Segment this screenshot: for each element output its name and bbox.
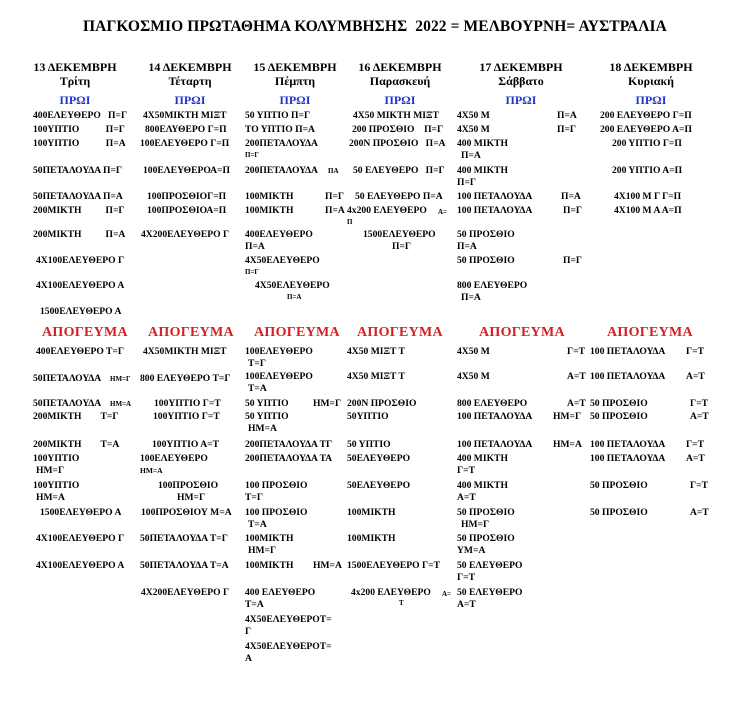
day-date: 18 ΔΕΚΕΜΒΡΗ: [609, 60, 693, 74]
morning-event: 800 ΕΛΕΥΘΕΡΟ: [457, 280, 528, 291]
afternoon-label: ΑΠΟΓΕΥΜΑ: [607, 325, 693, 340]
morning-label: ΠΡΩΙ: [384, 93, 416, 107]
afternoon-event: 50ΕΛΕΥΘΕΡΟ: [347, 453, 411, 464]
morning-event: Π=Γ: [457, 177, 477, 188]
morning-event: 200ΠΕΤΑΛΟΥΔΑ: [245, 138, 318, 149]
morning-event: 100ΜΙΚΤΗ: [245, 205, 294, 216]
afternoon-event: 1500ΕΛΕΥΘΕΡΟ Α: [40, 507, 122, 518]
morning-event: Π=Γ: [563, 255, 583, 266]
afternoon-event: 100ΕΛΕΥΘΕΡΟ: [245, 371, 313, 382]
morning-event: 1500ΕΛΕΥΘΕΡΟ Α: [40, 306, 122, 317]
afternoon-event: 50 ΥΠΤΙΟ: [245, 398, 289, 409]
morning-event: 4Χ50 ΜΙΚΤΗ ΜΙΞΤ: [353, 110, 439, 121]
afternoon-event: 400ΕΛΕΥΘΕΡΟ Τ=Γ: [36, 346, 125, 357]
afternoon-event: Τ=Α: [245, 599, 264, 610]
morning-event: 400 ΜΙΚΤΗ: [457, 165, 508, 176]
afternoon-event: Τ: [399, 599, 404, 607]
morning-event: Π=Α: [245, 241, 265, 252]
morning-event: Π=Γ: [557, 124, 577, 135]
afternoon-event: ΗΜ=Γ: [461, 519, 490, 530]
afternoon-event: ΗΜ=Γ: [36, 465, 65, 476]
page-title: ΠΑΓΚΟΣΜΙΟ ΠΡΩΤΑΘΗΜΑ ΚΟΛΥΜΒΗΣΗΣ 2022 = ΜΕΛΒΟΥΡΝΗ= ΑΥΣΤΡΑΛΙΑ: [83, 18, 667, 35]
afternoon-event: 100 ΠΕΤΑΛΟΥΔΑ: [590, 453, 666, 464]
morning-event: Π=Α: [325, 205, 345, 216]
day-header-4: [345, 60, 455, 88]
afternoon-event: Τ=Α: [248, 383, 267, 394]
afternoon-event: 100ΜΙΚΤΗ: [347, 533, 396, 544]
morning-event: 200 ΠΡΟΣΘΙΟ Π=Γ: [352, 124, 444, 135]
morning-label: ΠΡΩΙ: [635, 93, 667, 107]
afternoon-event: 4Χ50 Μ: [457, 346, 490, 357]
afternoon-event: 400 ΜΙΚΤΗ: [457, 480, 508, 491]
afternoon-event: 100ΕΛΕΥΘΕΡΟ: [140, 453, 208, 464]
afternoon-event: Γ=Τ: [690, 480, 708, 491]
day-header-1: [20, 60, 130, 88]
afternoon-event: 100ΥΠΤΙΟ Γ=Τ: [153, 411, 220, 422]
morning-event: 4Χ100 Μ Γ Γ=Π: [614, 191, 682, 202]
afternoon-event: 50 ΠΡΟΣΘΙΟ: [457, 533, 515, 544]
afternoon-event: 100 ΠΕΤΑΛΟΥΔΑ: [590, 346, 666, 357]
afternoon-event: Α: [245, 653, 252, 664]
day-weekday: Σάββατο: [498, 74, 544, 88]
afternoon-event: ΗΜ=Α: [36, 492, 65, 503]
morning-event: ΤΟ ΥΠΤΙΟ Π=Α: [245, 124, 315, 135]
afternoon-event: ΗΜ=Γ: [177, 492, 206, 503]
morning-event: 50 ΠΡΟΣΘΙΟ: [457, 255, 515, 266]
afternoon-event: ΗΜ=Γ: [110, 375, 131, 383]
afternoon-event: ΗΜ=Α: [248, 423, 277, 434]
afternoon-event: ΗΜ=Γ: [553, 411, 582, 422]
afternoon-event: 50ΠΕΤΑΛΟΥΔΑ: [33, 398, 102, 409]
afternoon-event: 4Χ50 Μ: [457, 371, 490, 382]
afternoon-event: 100 ΠΕΤΑΛΟΥΔΑ: [457, 439, 533, 450]
morning-event: 200 ΕΛΕΥΘΕΡΟ Α=Π: [600, 124, 692, 135]
afternoon-event: ΥΜ=Α: [457, 545, 486, 556]
morning-event: Π=Α: [461, 150, 481, 161]
afternoon-event: 50 ΠΡΟΣΘΙΟ: [590, 507, 648, 518]
morning-event: 4Χ200ΕΛΕΥΘΕΡΟ Γ: [141, 229, 230, 240]
morning-event: Π=Γ: [392, 241, 412, 252]
morning-event: 50ΠΕΤΑΛΟΥΔΑ Π=Α: [33, 191, 123, 202]
morning-event: 200 ΥΠΤΙΟ Α=Π: [612, 165, 683, 176]
afternoon-label: ΑΠΟΓΕΥΜΑ: [254, 325, 340, 340]
morning-event: Π=Α: [461, 292, 481, 303]
morning-event: 4Χ100ΕΛΕΥΘΕΡΟ Α: [36, 280, 125, 291]
afternoon-event: 50 ΥΠΤΙΟ: [245, 411, 289, 422]
afternoon-event: ΗΜ=Γ: [248, 545, 277, 556]
afternoon-event: ΗΜ=Α: [110, 400, 132, 408]
morning-event: 100ΠΡΟΣΘΙΟΑ=Π: [147, 205, 227, 216]
morning-event: 100ΜΙΚΤΗ: [245, 191, 294, 202]
afternoon-event: 100ΥΠΤΙΟ Α=Τ: [152, 439, 220, 450]
morning-event: Π=Α: [557, 110, 577, 121]
morning-event: 1500ΕΛΕΥΘΕΡΟ: [363, 229, 436, 240]
morning-label: ΠΡΩΙ: [59, 93, 91, 107]
day-date: 17 ΔΕΚΕΜΒΡΗ: [479, 60, 563, 74]
afternoon-event: ΗΜ=Α: [140, 466, 163, 475]
morning-event: Π=Γ: [563, 205, 583, 216]
morning-event: 200ΠΕΤΑΛΟΥΔΑ: [245, 165, 318, 176]
afternoon-event: 100ΜΙΚΤΗ: [245, 533, 294, 544]
morning-event: 800ΕΛΥΘΕΡΟ Γ=Π: [145, 124, 227, 135]
morning-event: 50 ΕΛΕΥΘΕΡΟ Π=Γ: [353, 165, 445, 176]
morning-event: Π=Α: [287, 293, 302, 301]
afternoon-event: 50ΠΕΤΑΛΟΥΔΑ Τ=Γ: [140, 533, 228, 544]
morning-event: 100ΥΠΤΙΟ Π=Γ: [33, 124, 125, 135]
morning-event: 4Χ100 Μ Α Α=Π: [614, 205, 682, 216]
morning-event: Π=Α: [457, 241, 477, 252]
afternoon-event: 100ΠΡΟΣΘΙΟ: [158, 480, 219, 491]
morning-event: 50 ΥΠΤΙΟ Π=Γ: [245, 110, 311, 121]
afternoon-event: 4Χ50ΕΛΕΥΘΕΡΟΤ=: [245, 614, 332, 625]
afternoon-label: ΑΠΟΓΕΥΜΑ: [42, 325, 128, 340]
afternoon-event: 4x200 ΕΛΕΥΘΕΡΟ: [351, 587, 431, 598]
afternoon-event: ΗΜ=Α: [313, 560, 342, 571]
morning-event: 200ΜΙΚΤΗ Π=Γ: [33, 205, 125, 216]
morning-event: 4Χ100ΕΛΕΥΘΕΡΟ Γ: [36, 255, 125, 266]
morning-label: ΠΡΩΙ: [279, 93, 311, 107]
morning-label: ΠΡΩΙ: [174, 93, 206, 107]
afternoon-event: Α=Τ: [567, 398, 586, 409]
afternoon-event: 100 ΠΕΤΑΛΟΥΔΑ: [590, 439, 666, 450]
afternoon-event: 50ΠΕΤΑΛΟΥΔΑ Τ=Α: [140, 560, 229, 571]
morning-event: ΠΑ: [328, 167, 339, 175]
afternoon-event: Α=: [442, 590, 452, 598]
afternoon-event: 100 ΠΕΤΑΛΟΥΔΑ: [590, 371, 666, 382]
afternoon-event: 50 ΠΡΟΣΘΙΟ: [590, 398, 648, 409]
day-header-5: [466, 60, 576, 88]
afternoon-label: ΑΠΟΓΕΥΜΑ: [479, 325, 565, 340]
afternoon-event: Γ=Τ: [457, 465, 475, 476]
afternoon-event: 200ΜΙΚΤΗ Τ=Γ: [33, 411, 119, 422]
afternoon-event: 50ΕΛΕΥΘΕΡΟ: [347, 480, 411, 491]
afternoon-event: 100ΥΠΤΙΟ: [33, 480, 80, 491]
afternoon-event: Γ=Τ: [567, 346, 585, 357]
afternoon-event: 50 ΠΡΟΣΘΙΟ: [590, 480, 648, 491]
afternoon-event: 100ΕΛΕΥΘΕΡΟ: [245, 346, 313, 357]
afternoon-event: 4Χ100ΕΛΕΥΘΕΡΟ Γ: [36, 533, 125, 544]
afternoon-event: 400 ΕΛΕΥΘΕΡΟ: [245, 587, 316, 598]
morning-label: ΠΡΩΙ: [505, 93, 537, 107]
afternoon-event: 100ΥΠΤΙΟ Γ=Τ: [154, 398, 221, 409]
morning-event: Π=Γ: [325, 191, 345, 202]
afternoon-event: Α=Τ: [690, 507, 709, 518]
morning-event: 100ΕΛΕΥΘΕΡΟΑ=Π: [143, 165, 230, 176]
morning-event: 4Χ50ΜΙΚΤΗ ΜΙΞΤ: [143, 110, 227, 121]
afternoon-event: 50ΥΠΤΙΟ: [347, 411, 389, 422]
afternoon-event: 50 ΥΠΤΙΟ: [347, 439, 391, 450]
morning-event: Π=Γ: [245, 268, 259, 276]
afternoon-event: 200Ν ΠΡΟΣΘΙΟ: [347, 398, 417, 409]
afternoon-event: 200ΜΙΚΤΗ Τ=Α: [33, 439, 120, 450]
afternoon-event: Γ=Τ: [690, 398, 708, 409]
afternoon-event: Α=Τ: [686, 453, 705, 464]
morning-event: 100ΠΡΟΣΘΙΟΓ=Π: [147, 191, 227, 202]
afternoon-event: Γ=Τ: [686, 346, 704, 357]
afternoon-event: Α=Τ: [457, 492, 476, 503]
afternoon-event: 50 ΠΡΟΣΘΙΟ: [590, 411, 648, 422]
afternoon-event: 50 ΕΛΕΥΘΕΡΟ: [457, 587, 523, 598]
day-date: 13 ΔΕΚΕΜΒΡΗ: [33, 60, 117, 74]
day-weekday: Παρασκευή: [369, 74, 431, 88]
afternoon-event: Α=Τ: [457, 599, 476, 610]
afternoon-event: 50 ΠΡΟΣΘΙΟ: [457, 507, 515, 518]
morning-event: 200Ν ΠΡΟΣΘΙΟ Π=Α: [349, 138, 446, 149]
afternoon-event: 100 ΠΕΤΑΛΟΥΔΑ: [457, 411, 533, 422]
afternoon-event: 100ΜΙΚΤΗ: [347, 507, 396, 518]
day-date: 15 ΔΕΚΕΜΒΡΗ: [253, 60, 337, 74]
morning-event: Π=Γ: [245, 151, 259, 159]
morning-event: 100ΕΛΕΥΘΕΡΟ Γ=Π: [140, 138, 230, 149]
afternoon-event: 50 ΕΛΕΥΘΕΡΟ: [457, 560, 523, 571]
afternoon-event: 4Χ200ΕΛΕΥΘΕΡΟ Γ: [141, 587, 230, 598]
afternoon-event: Τ=Γ: [245, 492, 263, 503]
afternoon-event: 100ΥΠΤΙΟ: [33, 453, 80, 464]
day-header-3: [240, 60, 350, 88]
day-header-6: [596, 60, 706, 88]
day-weekday: Τρίτη: [59, 74, 91, 88]
afternoon-event: 1500ΕΛΕΥΘΕΡΟ Γ=Τ: [347, 560, 440, 571]
afternoon-event: 800 ΕΛΕΥΘΕΡΟ Τ=Γ: [140, 373, 231, 384]
morning-event: 400ΕΛΕΥΘΕΡΟ: [245, 229, 313, 240]
afternoon-event: Γ=Τ: [457, 572, 475, 583]
afternoon-event: Τ=Γ: [248, 358, 266, 369]
morning-event: 50 ΕΛΕΥΘΕΡΟ Π=Α: [355, 191, 443, 202]
day-weekday: Τέταρτη: [168, 74, 212, 88]
afternoon-event: 4Χ100ΕΛΕΥΘΕΡΟ Α: [36, 560, 125, 571]
morning-event: 400ΕΛΕΥΘΕΡΟ Π=Γ: [33, 110, 128, 121]
morning-event: 4Χ50ΕΛΕΥΘΕΡΟ: [245, 255, 320, 266]
morning-event: 200ΜΙΚΤΗ Π=Α: [33, 229, 126, 240]
afternoon-event: 100ΜΙΚΤΗ: [245, 560, 294, 571]
afternoon-event: Γ=Τ: [686, 439, 704, 450]
morning-event: Π=Α: [561, 191, 581, 202]
afternoon-event: Γ: [245, 626, 252, 637]
afternoon-event: 4Χ50ΕΛΕΥΘΕΡΟΤ=: [245, 641, 332, 652]
day-weekday: Πέμπτη: [274, 74, 316, 88]
afternoon-event: ΗΜ=Γ: [313, 398, 342, 409]
morning-event: 4Χ50 Μ: [457, 110, 490, 121]
morning-event: 50 ΠΡΟΣΘΙΟ: [457, 229, 515, 240]
morning-event: 50ΠΕΤΑΛΟΥΔΑ Π=Γ: [33, 165, 123, 176]
afternoon-event: 200ΠΕΤΑΛΟΥΔΑ ΤΓ: [245, 439, 333, 450]
morning-event: Π: [347, 218, 353, 226]
morning-event: 200 ΥΠΤΙΟ Γ=Π: [612, 138, 682, 149]
afternoon-event: 4Χ50ΜΙΚΤΗ ΜΙΞΤ: [143, 346, 227, 357]
afternoon-event: 400 ΜΙΚΤΗ: [457, 453, 508, 464]
afternoon-event: 4Χ50 ΜΙΞΤ Τ: [347, 371, 405, 382]
afternoon-event: Α=Τ: [567, 371, 586, 382]
morning-event: 4Χ50 Μ: [457, 124, 490, 135]
afternoon-label: ΑΠΟΓΕΥΜΑ: [148, 325, 234, 340]
afternoon-event: 4Χ50 ΜΙΞΤ Τ: [347, 346, 405, 357]
morning-event: 400 ΜΙΚΤΗ: [457, 138, 508, 149]
afternoon-event: ΗΜ=Α: [553, 439, 582, 450]
morning-event: 100 ΠΕΤΑΛΟΥΔΑ: [457, 191, 533, 202]
morning-event: 200 ΕΛΕΥΘΕΡΟ Γ=Π: [600, 110, 692, 121]
afternoon-event: 100 ΠΡΟΣΘΙΟ: [245, 480, 308, 491]
day-date: 14 ΔΕΚΕΜΒΡΗ: [148, 60, 232, 74]
morning-event: 100 ΠΕΤΑΛΟΥΔΑ: [457, 205, 533, 216]
day-date: 16 ΔΕΚΕΜΒΡΗ: [358, 60, 442, 74]
day-header-2: [135, 60, 245, 88]
morning-event: 4x200 ΕΛΕΥΘΕΡΟ: [347, 205, 427, 216]
afternoon-event: 50ΠΕΤΑΛΟΥΔΑ: [33, 373, 102, 384]
afternoon-event: Α=Τ: [686, 371, 705, 382]
morning-event: 100ΥΠΤΙΟ Π=Α: [33, 138, 126, 149]
morning-event: Α=: [438, 208, 448, 216]
morning-event: 4Χ50ΕΛΕΥΘΕΡΟ: [255, 280, 330, 291]
afternoon-event: 100ΠΡΟΣΘΙΟΥ Μ=Α: [141, 507, 232, 518]
afternoon-event: 800 ΕΛΕΥΘΕΡΟ: [457, 398, 528, 409]
afternoon-label: ΑΠΟΓΕΥΜΑ: [357, 325, 443, 340]
day-weekday: Κυριακή: [628, 74, 674, 88]
afternoon-event: 100 ΠΡΟΣΘΙΟ: [245, 507, 308, 518]
afternoon-event: 200ΠΕΤΑΛΟΥΔΑ ΤΑ: [245, 453, 333, 464]
afternoon-event: Α=Τ: [690, 411, 709, 422]
afternoon-event: Τ=Α: [248, 519, 267, 530]
